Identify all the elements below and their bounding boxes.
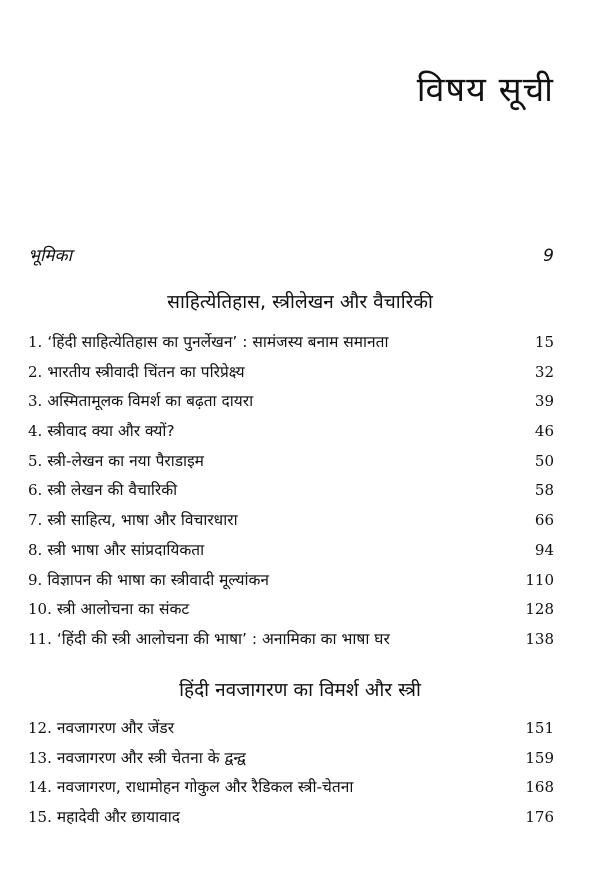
entry-title: नवजागरण और जेंडर — [56, 719, 175, 737]
entry-number: 11. — [28, 629, 52, 648]
toc-entry[interactable] — [28, 595, 554, 625]
entry-page-number: 32 — [534, 362, 554, 381]
entry-page-number: 15 — [534, 333, 554, 351]
toc-entry[interactable] — [28, 536, 554, 566]
section-2-entries — [28, 714, 554, 833]
entry-page-number: 159 — [525, 748, 554, 767]
intro-entry[interactable] — [28, 242, 554, 270]
toc-entry[interactable] — [28, 773, 554, 803]
entry-title: स्त्री साहित्य, भाषा और विचारधारा — [47, 511, 238, 530]
entry-title: स्त्रीवाद क्या और क्यों? — [47, 422, 175, 441]
toc-entry[interactable] — [28, 476, 554, 506]
entry-title: स्त्री भाषा और सांप्रदायिकता — [47, 540, 205, 559]
entry-title: अस्मितामूलक विमर्श का बढ़ता दायरा — [47, 392, 254, 411]
entry-number: 15. — [28, 808, 52, 827]
toc-entry[interactable] — [28, 447, 554, 477]
entry-title: स्त्री आलोचना का संकट — [56, 600, 190, 619]
entry-page-number: 168 — [525, 778, 554, 797]
entry-title: भारतीय स्त्रीवादी चिंतन का परिप्रेक्ष्य — [47, 362, 245, 381]
entry-number: 1. — [28, 333, 43, 351]
toc-entry[interactable] — [28, 328, 554, 358]
entry-title: ‘हिंदी की स्त्री आलोचना की भाषा’ : अनामिका का भाषा घर — [56, 629, 390, 648]
intro-label: भूमिका — [28, 246, 72, 266]
entry-number: 13. — [28, 748, 52, 767]
entry-page-number: 58 — [534, 481, 554, 500]
section-1-entries — [28, 328, 554, 655]
section-heading-1: साहित्येतिहास, स्त्रीलेखन और वैचारिकी — [167, 291, 433, 313]
entry-title: स्त्री लेखन की वैचारिकी — [47, 481, 178, 500]
entry-title: स्त्री-लेखन का नया पैराडाइम — [47, 451, 204, 470]
toc-entry[interactable] — [28, 566, 554, 596]
entry-title: महादेवी और छायावाद — [56, 808, 181, 827]
entry-title: नवजागरण और स्त्री चेतना के द्वन्द्व — [56, 748, 246, 767]
entry-number: 3. — [28, 392, 43, 411]
entry-number: 7. — [28, 511, 43, 530]
entry-page-number: 66 — [534, 511, 554, 530]
toc-entry[interactable] — [28, 506, 554, 536]
entry-number: 5. — [28, 451, 43, 470]
entry-page-number: 138 — [525, 629, 554, 648]
entry-number: 4. — [28, 422, 43, 441]
entry-page-number: 128 — [525, 600, 554, 619]
entry-title: ‘हिंदी साहित्येतिहास का पुनर्लेखन’ : सामंजस्य बनाम समानता — [47, 333, 389, 351]
intro-page-number: 9 — [543, 246, 554, 266]
entry-title: नवजागरण, राधामोहन गोकुल और रैडिकल स्त्री-चेतना — [56, 778, 354, 797]
toc-entry[interactable] — [28, 625, 554, 655]
entry-number: 14. — [28, 778, 52, 797]
toc-entry[interactable] — [28, 803, 554, 833]
entry-page-number: 46 — [534, 422, 554, 441]
entry-page-number: 176 — [525, 808, 554, 827]
entry-title: विज्ञापन की भाषा का स्त्रीवादी मूल्यांकन — [47, 570, 269, 589]
toc-entry[interactable] — [28, 387, 554, 417]
toc-entry[interactable] — [28, 744, 554, 774]
entry-page-number: 110 — [525, 570, 554, 589]
entry-number: 8. — [28, 540, 43, 559]
page-title: विषय सूची — [416, 70, 554, 110]
entry-number: 2. — [28, 362, 43, 381]
toc-entry[interactable] — [28, 358, 554, 388]
entry-number: 10. — [28, 600, 52, 619]
entry-page-number: 151 — [525, 719, 554, 737]
entry-page-number: 94 — [534, 540, 554, 559]
entry-number: 6. — [28, 481, 43, 500]
entry-page-number: 39 — [534, 392, 554, 411]
entry-number: 12. — [28, 719, 52, 737]
entry-number: 9. — [28, 570, 43, 589]
toc-entry[interactable] — [28, 714, 554, 744]
entry-page-number: 50 — [534, 451, 554, 470]
section-heading-2: हिंदी नवजागरण का विमर्श और स्त्री — [179, 679, 421, 701]
toc-entry[interactable] — [28, 417, 554, 447]
